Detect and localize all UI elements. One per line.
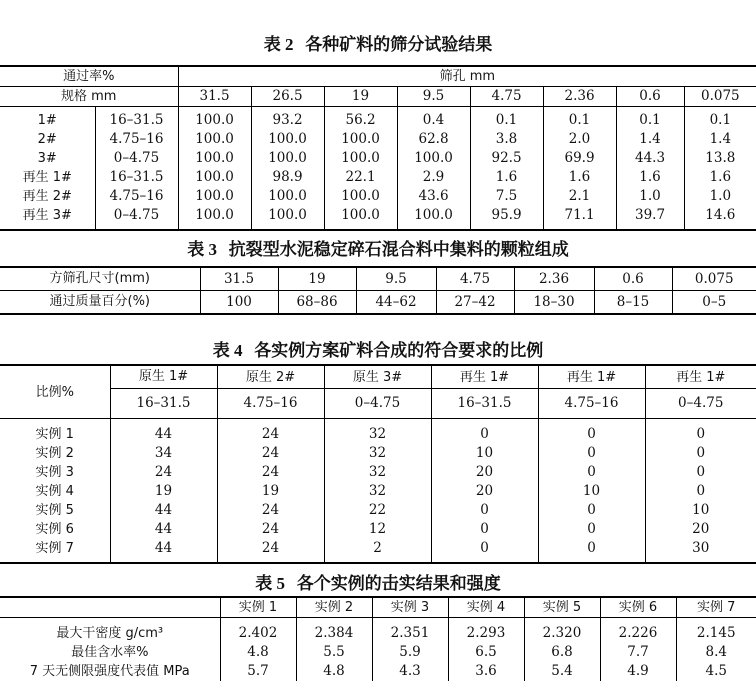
- spec-header: 4.75–16: [217, 389, 324, 419]
- pass-value: 100.0: [251, 130, 324, 149]
- material-spec: 0–4.75: [95, 149, 178, 168]
- example-header: 实例 3: [372, 597, 448, 618]
- pass-value: 1.6: [616, 168, 684, 187]
- ratio-value: 2: [324, 539, 431, 563]
- pass-value: 100.0: [251, 149, 324, 168]
- table2: [0, 65, 756, 231]
- ratio-value: 24: [217, 444, 324, 463]
- property-value: 2.402: [220, 618, 296, 644]
- ratio-value: 0: [538, 419, 645, 445]
- material-spec: 0–4.75: [95, 206, 178, 230]
- table4-header-row2: [0, 389, 756, 419]
- table4-row: [0, 444, 756, 463]
- pass-value: 100.0: [251, 206, 324, 230]
- ratio-value: 0: [645, 482, 756, 501]
- pass-value: 0.1: [470, 107, 543, 131]
- pass-value: 100.0: [178, 168, 251, 187]
- table3-sieve-label: 方筛孔尺寸(mm): [49, 271, 150, 286]
- property-value: 4.3: [372, 662, 448, 681]
- table5-number: 表 5: [255, 574, 285, 593]
- table2-spec-header: 规格 mm: [61, 89, 117, 104]
- table3-pass-value: 68–86: [278, 291, 356, 315]
- table3-sieve-value: 31.5: [200, 267, 278, 291]
- example-header: 实例 6: [600, 597, 676, 618]
- example-name: 实例 7: [35, 541, 74, 556]
- pass-value: 100.0: [178, 149, 251, 168]
- table3-sieve-value: 0.6: [594, 267, 672, 291]
- property-label: 最佳含水率%: [71, 645, 149, 660]
- pass-value: 100.0: [397, 206, 470, 230]
- table4-title: 各实例方案矿料合成的符合要求的比例: [254, 341, 544, 361]
- pass-value: 100.0: [397, 149, 470, 168]
- pass-value: 22.1: [324, 168, 397, 187]
- property-value: 4.5: [676, 662, 756, 681]
- sieve-size: 0.6: [616, 87, 684, 107]
- table4-caption: [0, 336, 756, 361]
- example-name: 实例 5: [35, 503, 74, 518]
- pass-value: 0.1: [684, 107, 756, 131]
- ratio-value: 32: [324, 463, 431, 482]
- ratio-value: 24: [217, 419, 324, 445]
- table2-row: [0, 168, 756, 187]
- example-name: 实例 2: [35, 446, 74, 461]
- property-value: 2.320: [524, 618, 600, 644]
- ratio-value: 24: [217, 520, 324, 539]
- ratio-value: 0: [538, 520, 645, 539]
- pass-value: 0.1: [543, 107, 616, 131]
- sieve-size: 2.36: [543, 87, 616, 107]
- pass-value: 69.9: [543, 149, 616, 168]
- ratio-value: 30: [645, 539, 756, 563]
- pass-value: 98.9: [251, 168, 324, 187]
- ratio-value: 0: [645, 463, 756, 482]
- example-header: 实例 4: [448, 597, 524, 618]
- table5-title: 各个实例的击实结果和强度: [296, 574, 501, 594]
- ratio-value: 20: [645, 520, 756, 539]
- table3-sieve-value: 2.36: [514, 267, 594, 291]
- material-header: 原生 1#: [110, 365, 217, 389]
- ratio-value: 0: [538, 463, 645, 482]
- ratio-value: 19: [110, 482, 217, 501]
- material-header: 再生 1#: [431, 365, 538, 389]
- table2-row: [0, 149, 756, 168]
- property-value: 5.4: [524, 662, 600, 681]
- table3-pass-value: 0–5: [672, 291, 756, 315]
- ratio-value: 32: [324, 482, 431, 501]
- table5-row: [0, 643, 756, 662]
- property-value: 8.4: [676, 643, 756, 662]
- table3-title: 抗裂型水泥稳定碎石混合料中集料的颗粒组成: [228, 240, 569, 260]
- pass-value: 1.4: [684, 130, 756, 149]
- pass-value: 3.8: [470, 130, 543, 149]
- ratio-value: 0: [431, 419, 538, 445]
- table2-body: [0, 107, 756, 231]
- property-value: 5.9: [372, 643, 448, 662]
- example-name: 实例 1: [35, 427, 74, 442]
- ratio-value: 0: [431, 539, 538, 563]
- pass-value: 95.9: [470, 206, 543, 230]
- sieve-size: 4.75: [470, 87, 543, 107]
- table4: [0, 364, 756, 564]
- spec-header: 16–31.5: [431, 389, 538, 419]
- ratio-value: 32: [324, 419, 431, 445]
- material-name: 再生 3#: [22, 208, 72, 223]
- pass-value: 2.1: [543, 187, 616, 206]
- pass-value: 71.1: [543, 206, 616, 230]
- ratio-value: 0: [645, 419, 756, 445]
- table2-caption: [0, 30, 756, 55]
- example-name: 实例 3: [35, 465, 74, 480]
- material-name: 再生 2#: [22, 189, 72, 204]
- pass-value: 100.0: [324, 206, 397, 230]
- spec-header: 4.75–16: [538, 389, 645, 419]
- sieve-size: 0.075: [684, 87, 756, 107]
- spec-header: 0–4.75: [645, 389, 756, 419]
- pass-value: 100.0: [178, 107, 251, 131]
- example-name: 实例 6: [35, 522, 74, 537]
- pass-value: 100.0: [178, 206, 251, 230]
- pass-value: 1.4: [616, 130, 684, 149]
- property-value: 2.351: [372, 618, 448, 644]
- pass-value: 43.6: [397, 187, 470, 206]
- table2-number: 表 2: [263, 35, 294, 54]
- pass-value: 100.0: [324, 130, 397, 149]
- sieve-size: 9.5: [397, 87, 470, 107]
- example-header: 实例 2: [296, 597, 372, 618]
- property-value: 2.384: [296, 618, 372, 644]
- property-value: 4.8: [296, 662, 372, 681]
- table4-row: [0, 539, 756, 563]
- table5: [0, 596, 756, 681]
- table5-row: [0, 662, 756, 681]
- example-header: 实例 1: [220, 597, 296, 618]
- table3-number: 表 3: [187, 240, 217, 259]
- table2-header-row2: [0, 87, 756, 107]
- ratio-value: 0: [538, 501, 645, 520]
- table5-header-row: [0, 597, 756, 618]
- material-spec: 16–31.5: [95, 168, 178, 187]
- material-name: 1#: [37, 113, 57, 128]
- table5-row: [0, 618, 756, 644]
- material-spec: 4.75–16: [95, 187, 178, 206]
- property-value: 4.9: [600, 662, 676, 681]
- ratio-value: 10: [431, 444, 538, 463]
- ratio-value: 19: [217, 482, 324, 501]
- table2-row: [0, 107, 756, 131]
- pass-value: 100.0: [178, 130, 251, 149]
- ratio-value: 0: [645, 444, 756, 463]
- table2-row: [0, 206, 756, 230]
- table3-pass-value: 8–15: [594, 291, 672, 315]
- pass-value: 100.0: [178, 187, 251, 206]
- material-name: 2#: [37, 132, 57, 147]
- table2-row: [0, 130, 756, 149]
- table3-pass-label: 通过质量百分(%): [49, 294, 150, 309]
- material-header: 原生 3#: [324, 365, 431, 389]
- table3-pass-value: 100: [200, 291, 278, 315]
- table4-ratio-header: 比例%: [0, 365, 110, 419]
- table3-sieve-value: 4.75: [436, 267, 514, 291]
- ratio-value: 0: [431, 501, 538, 520]
- ratio-value: 32: [324, 444, 431, 463]
- table2-title: 各种矿料的筛分试验结果: [305, 35, 493, 55]
- table2-row: [0, 187, 756, 206]
- property-value: 2.293: [448, 618, 524, 644]
- table4-row: [0, 482, 756, 501]
- pass-value: 0.4: [397, 107, 470, 131]
- table4-row: [0, 501, 756, 520]
- material-spec: 16–31.5: [95, 107, 178, 131]
- ratio-value: 24: [110, 463, 217, 482]
- ratio-value: 22: [324, 501, 431, 520]
- table3-row-sieve: [0, 267, 756, 291]
- pass-value: 1.0: [616, 187, 684, 206]
- table3-sieve-value: 0.075: [672, 267, 756, 291]
- pass-value: 56.2: [324, 107, 397, 131]
- property-label: 最大干密度 g/cm³: [56, 626, 164, 641]
- table4-body: [0, 419, 756, 564]
- pass-value: 7.5: [470, 187, 543, 206]
- ratio-value: 20: [431, 463, 538, 482]
- ratio-value: 12: [324, 520, 431, 539]
- material-spec: 4.75–16: [95, 130, 178, 149]
- sieve-size: 31.5: [178, 87, 251, 107]
- material-header: 原生 2#: [217, 365, 324, 389]
- property-label: 7 天无侧限强度代表值 MPa: [29, 664, 190, 679]
- pass-value: 62.8: [397, 130, 470, 149]
- ratio-value: 24: [217, 463, 324, 482]
- ratio-value: 44: [110, 501, 217, 520]
- ratio-value: 10: [538, 482, 645, 501]
- table3-pass-value: 44–62: [356, 291, 436, 315]
- ratio-value: 44: [110, 520, 217, 539]
- material-header: 再生 1#: [645, 365, 756, 389]
- material-name: 3#: [37, 151, 57, 166]
- pass-value: 1.0: [684, 187, 756, 206]
- ratio-value: 10: [645, 501, 756, 520]
- property-value: 3.6: [448, 662, 524, 681]
- pass-value: 39.7: [616, 206, 684, 230]
- ratio-value: 34: [110, 444, 217, 463]
- example-name: 实例 4: [35, 484, 74, 499]
- pass-value: 2.0: [543, 130, 616, 149]
- table5-caption: [0, 569, 756, 594]
- ratio-value: 44: [110, 419, 217, 445]
- table4-row: [0, 463, 756, 482]
- pass-value: 2.9: [397, 168, 470, 187]
- pass-value: 92.5: [470, 149, 543, 168]
- pass-value: 100.0: [251, 187, 324, 206]
- pass-value: 100.0: [324, 149, 397, 168]
- pass-value: 1.6: [543, 168, 616, 187]
- ratio-value: 0: [431, 520, 538, 539]
- sieve-size: 19: [324, 87, 397, 107]
- table2-sieve-header: 筛孔 mm: [178, 66, 756, 87]
- table3-pass-value: 18–30: [514, 291, 594, 315]
- pass-value: 100.0: [324, 187, 397, 206]
- pass-value: 14.6: [684, 206, 756, 230]
- table4-header-row1: [0, 365, 756, 389]
- ratio-value: 44: [110, 539, 217, 563]
- pass-value: 93.2: [251, 107, 324, 131]
- spec-header: 0–4.75: [324, 389, 431, 419]
- property-value: 2.145: [676, 618, 756, 644]
- property-value: 4.8: [220, 643, 296, 662]
- pass-value: 0.1: [616, 107, 684, 131]
- table3: [0, 266, 756, 315]
- pass-value: 1.6: [684, 168, 756, 187]
- example-header: 实例 5: [524, 597, 600, 618]
- table3-sieve-value: 19: [278, 267, 356, 291]
- example-header: 实例 7: [676, 597, 756, 618]
- table2-header-row1: [0, 66, 756, 87]
- table2-pass-header: 通过率%: [63, 69, 115, 84]
- spec-header: 16–31.5: [110, 389, 217, 419]
- pass-value: 13.8: [684, 149, 756, 168]
- table3-pass-value: 27–42: [436, 291, 514, 315]
- table3-row-pass: [0, 291, 756, 315]
- property-value: 6.8: [524, 643, 600, 662]
- ratio-value: 24: [217, 501, 324, 520]
- table5-corner: [0, 597, 220, 618]
- pass-value: 44.3: [616, 149, 684, 168]
- material-header: 再生 1#: [538, 365, 645, 389]
- table3-caption: [0, 235, 756, 260]
- table3-sieve-value: 9.5: [356, 267, 436, 291]
- table5-body: [0, 618, 756, 682]
- material-name: 再生 1#: [22, 170, 72, 185]
- pass-value: 1.6: [470, 168, 543, 187]
- property-value: 2.226: [600, 618, 676, 644]
- sieve-size: 26.5: [251, 87, 324, 107]
- ratio-value: 20: [431, 482, 538, 501]
- property-value: 7.7: [600, 643, 676, 662]
- table4-row: [0, 419, 756, 445]
- table4-row: [0, 520, 756, 539]
- property-value: 5.7: [220, 662, 296, 681]
- ratio-value: 24: [217, 539, 324, 563]
- ratio-value: 0: [538, 539, 645, 563]
- table4-number: 表 4: [212, 341, 243, 360]
- ratio-value: 0: [538, 444, 645, 463]
- property-value: 6.5: [448, 643, 524, 662]
- property-value: 5.5: [296, 643, 372, 662]
